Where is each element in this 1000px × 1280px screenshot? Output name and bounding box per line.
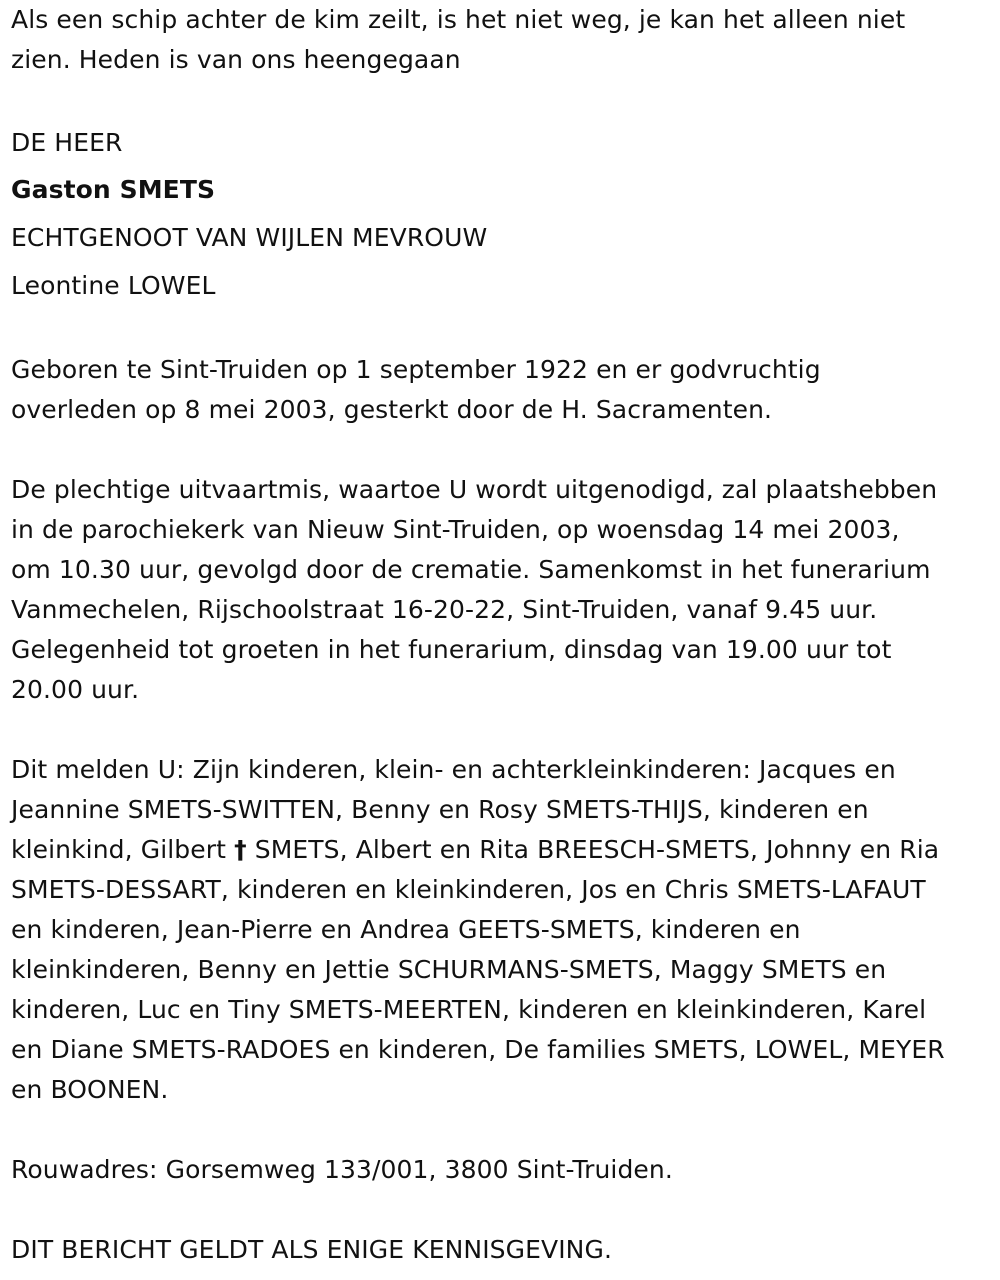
family-line: en BOONEN. bbox=[11, 1075, 169, 1104]
family-line-text: kleinkind, Gilbert bbox=[11, 835, 235, 864]
spacer bbox=[11, 310, 991, 350]
ceremony-line: Gelegenheid tot groeten in het funerarium, dinsdag van 19.00 uur tot bbox=[11, 635, 892, 664]
ceremony-line: om 10.30 uur, gevolgd door de crematie. Samenkomst in het funerarium bbox=[11, 555, 931, 584]
spacer bbox=[11, 430, 991, 470]
birth-death-line: Geboren te Sint-Truiden op 1 september 1922 en er godvruchtig bbox=[11, 355, 821, 384]
family-line: en kinderen, Jean-Pierre en Andrea GEETS-SMETS, kinderen en bbox=[11, 915, 801, 944]
deceased-title: DE HEER bbox=[11, 128, 123, 157]
mourning-address: Rouwadres: Gorsemweg 133/001, 3800 Sint-Truiden. bbox=[11, 1155, 673, 1184]
ceremony-paragraph bbox=[11, 470, 991, 710]
ceremony-line: De plechtige uitvaartmis, waartoe U wordt uitgenodigd, zal plaatshebben bbox=[11, 475, 938, 504]
family-line bbox=[11, 830, 991, 870]
ceremony-line: Vanmechelen, Rijschoolstraat 16-20-22, Sint-Truiden, vanaf 9.45 uur. bbox=[11, 595, 878, 624]
ceremony-line: 20.00 uur. bbox=[11, 675, 140, 704]
family-line: Jeannine SMETS-SWITTEN, Benny en Rosy SMETS-THIJS, kinderen en bbox=[11, 795, 869, 824]
spouse-name: Leontine LOWEL bbox=[11, 271, 216, 300]
spacer bbox=[11, 80, 991, 120]
family-line: kleinkinderen, Benny en Jettie SCHURMANS-SMETS, Maggy SMETS en bbox=[11, 955, 887, 984]
spacer bbox=[11, 1190, 991, 1230]
family-paragraph bbox=[11, 750, 991, 1110]
intro-line: zien. Heden is van ons heengegaan bbox=[11, 45, 461, 74]
spacer bbox=[11, 710, 991, 750]
family-line: Dit melden U: Zijn kinderen, klein- en achterkleinkinderen: Jacques en bbox=[11, 755, 896, 784]
birth-death-line: overleden op 8 mei 2003, gesterkt door de H. Sacramenten. bbox=[11, 395, 773, 424]
family-line: SMETS-DESSART, kinderen en kleinkinderen, Jos en Chris SMETS-LAFAUT bbox=[11, 875, 926, 904]
birth-death-paragraph bbox=[11, 350, 991, 430]
family-line-text: SMETS, Albert en Rita BREESCH-SMETS, Johnny en Ria bbox=[246, 835, 940, 864]
deceased-relation: ECHTGENOOT VAN WIJLEN MEVROUW bbox=[11, 223, 488, 252]
intro-line: Als een schip achter de kim zeilt, is het niet weg, je kan het alleen niet bbox=[11, 5, 906, 34]
spacer bbox=[11, 1110, 991, 1150]
notice-statement: DIT BERICHT GELDT ALS ENIGE KENNISGEVING. bbox=[11, 1235, 612, 1264]
ceremony-line: in de parochiekerk van Nieuw Sint-Truiden, op woensdag 14 mei 2003, bbox=[11, 515, 900, 544]
family-line: kinderen, Luc en Tiny SMETS-MEERTEN, kinderen en kleinkinderen, Karel bbox=[11, 995, 927, 1024]
cross-icon: † bbox=[234, 835, 247, 864]
intro-paragraph bbox=[11, 0, 991, 80]
deceased-block bbox=[11, 120, 991, 310]
family-line: en Diane SMETS-RADOES en kinderen, De families SMETS, LOWEL, MEYER bbox=[11, 1035, 945, 1064]
deceased-name: Gaston SMETS bbox=[11, 175, 216, 204]
funeral-notice bbox=[11, 0, 991, 1270]
